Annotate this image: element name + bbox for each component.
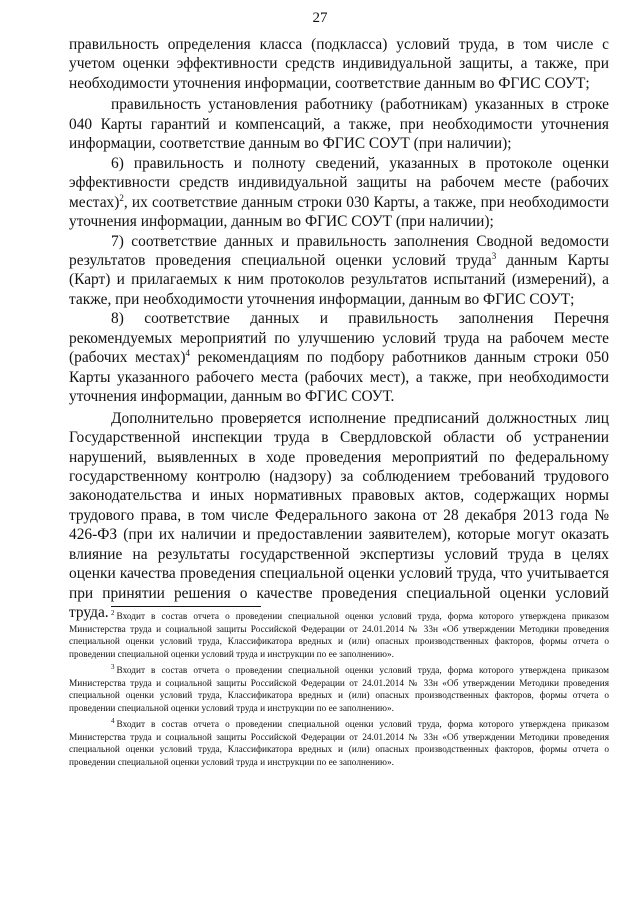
paragraph-item-7-text: 7) соответствие данных и правильность заполнения Сводной ведомости результатов проведения специальной оценки условий труда <box>69 232 609 269</box>
document-body <box>69 35 609 623</box>
paragraph-item-6-text: 6) правильность и полноту сведений, указанных в протоколе оценки эффективности средств индивидуальной защиты на рабочем месте (рабочих местах) <box>69 154 609 211</box>
footnote-number: 2 <box>111 609 115 617</box>
footnote-number: 4 <box>111 717 115 726</box>
footnote-2 <box>69 611 609 661</box>
footnote-number: 3 <box>111 663 115 672</box>
paragraph-item-6 <box>69 154 609 232</box>
paragraph-class-determination: правильность определения класса (подкласса) условий труда, в том числе с учетом оценки эффективности средств индивидуальной защиты, а также, при необходимости уточнения информации, соответствие данным во ФГИС СОУТ; <box>69 36 609 92</box>
paragraph-guarantees-compensations: правильность установления работнику (работникам) указанных в строке 040 Карты гарантий и компенсаций, а также, при необходимости уточнения информации, соответствие данным во ФГИС СОУТ (при наличии); <box>69 96 609 153</box>
paragraph-item-8 <box>69 309 609 406</box>
footnote-text: Входит в состав отчета о проведении специальной оценки условий труда, форма которого утверждена приказом Министерства труда и социальной защиты Российской Федерации от 24.01.2014 № 33н «Об утверждении Методики проведения специальной оценки условий труда, Классификатора вредных и (или) опасных производственных факторов, формы отчета о проведении специальной оценки условий труда и инструкции по ее заполнению». <box>69 666 609 714</box>
footnotes <box>69 611 609 774</box>
footnote-ref-2: 2 <box>119 192 124 203</box>
footnote-text: Входит в состав отчета о проведении специальной оценки условий труда, форма которого утверждена приказом Министерства труда и социальной защиты Российской Федерации от 24.01.2014 № 33н «Об утверждении Методики проведения специальной оценки условий труда, Классификатора вредных и (или) опасных производственных факторов, формы отчета о проведении специальной оценки условий труда и инструкции по ее заполнению». <box>69 612 609 660</box>
footnote-text: Входит в состав отчета о проведении специальной оценки условий труда, форма которого утверждена приказом Министерства труда и социальной защиты Российской Федерации от 24.01.2014 № 33н «Об утверждении Методики проведения специальной оценки условий труда, Классификатора вредных и (или) опасных производственных факторов, формы отчета о проведении специальной оценки условий труда и инструкции по ее заполнению». <box>69 720 609 769</box>
footnote-divider <box>111 606 261 607</box>
paragraph-item-7-text-cont: данным Карты (Карт) и прилагаемых к ним протоколов результатов испытаний (измерений), а также, при необходимости уточнения информации, данным во ФГИС СОУТ; <box>69 251 609 308</box>
paragraph-additional-check: Дополнительно проверяется исполнение предписаний должностных лиц Государственной инспекции труда в Свердловской области об устранении нарушений, выявленных в ходе проведения мероприятий по федеральному государственному контролю (надзору) за соблюдением требований трудового законодательства и иных нормативных правовых актов, содержащих нормы трудового права, в том числе Федерального закона от 28 декабря 2013 года № 426-ФЗ (при их наличии и предоставлении заявителем), которые могут оказать влияние на результаты государственной экспертизы условий труда в целях оценки качества проведения специальной оценки условий труда, что учитывается при принятии решения о качестве проведения специальной оценки условий труда. <box>69 409 609 622</box>
footnote-4 <box>69 719 609 769</box>
page-number: 27 <box>312 10 328 26</box>
footnote-ref-4: 4 <box>185 348 190 359</box>
paragraph-item-8-text-cont: рекомендациям по подбору работников данным строки 050 Карты указанного рабочего места (рабочих мест), а также, при необходимости уточнения информации, данным во ФГИС СОУТ. <box>69 349 610 406</box>
paragraph-item-8-text: 8) соответствие данных и правильность заполнения Перечня рекомендуемых мероприятий по улучшению условий труда на рабочем месте (рабочих местах) <box>69 310 609 367</box>
footnote-3 <box>69 665 609 715</box>
paragraph-item-7 <box>69 232 609 310</box>
footnote-ref-3: 3 <box>491 250 497 261</box>
paragraph-item-6-text-cont: , их соответствие данным строки 030 Карты, а также, при необходимости уточнения информации, данным во ФГИС СОУТ (при наличии); <box>69 193 609 231</box>
